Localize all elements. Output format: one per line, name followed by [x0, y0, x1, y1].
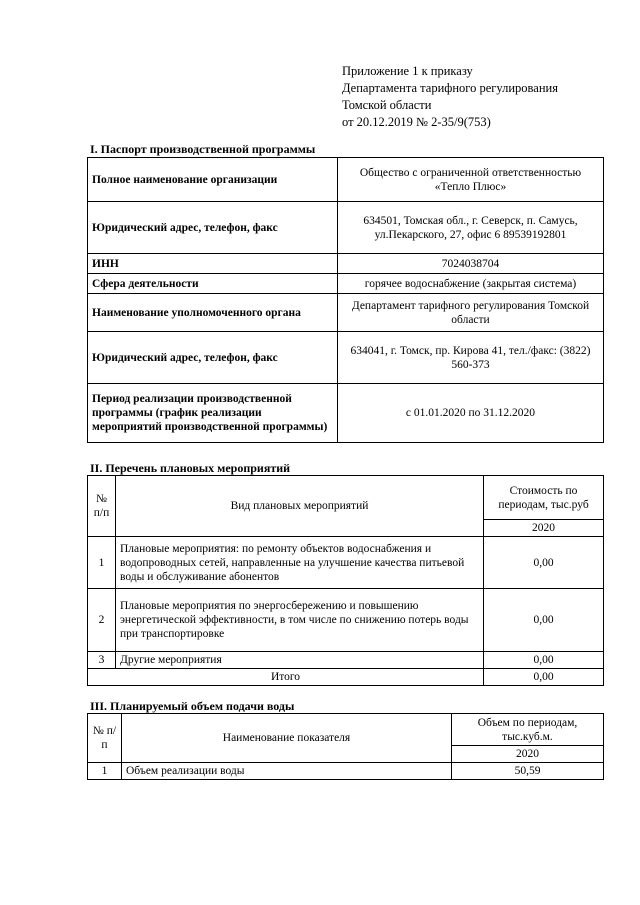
table-row [88, 537, 604, 589]
row-label: ИНН [88, 254, 338, 274]
row-label: Наименование уполномоченного органа [88, 294, 338, 332]
col-header-num: № п/п [88, 714, 122, 763]
row-value: 0,00 [484, 652, 604, 669]
col-header-year: 2020 [484, 520, 604, 537]
appendix-line: Томской области [342, 98, 432, 112]
appendix-line: Департамента тарифного регулирования [342, 81, 558, 95]
row-label: Юридический адрес, телефон, факс [88, 202, 338, 254]
section2-title: II. Перечень плановых мероприятий [90, 461, 291, 475]
row-name: Объем реализации воды [122, 763, 452, 780]
table-header-row [88, 714, 604, 746]
col-header-num: № п/п [88, 476, 116, 537]
water-volume-table [87, 713, 604, 780]
table-row [88, 589, 604, 652]
row-num: 1 [88, 537, 116, 589]
table-row [88, 652, 604, 669]
row-label: Юридический адрес, телефон, факс [88, 332, 338, 384]
row-value: горячее водоснабжение (закрытая система) [338, 274, 604, 294]
table-row [88, 158, 604, 202]
row-num: 3 [88, 652, 116, 669]
row-value: 0,00 [484, 589, 604, 652]
col-header-cost: Стоимость по периодам, тыс.руб [484, 476, 604, 520]
col-header-name: Вид плановых мероприятий [116, 476, 484, 537]
col-header-name: Наименование показателя [122, 714, 452, 763]
row-value: 634501, Томская обл., г. Северск, п. Самусь, ул.Пекарского, 27, офис 6 89539192801 [338, 202, 604, 254]
row-label: Полное наименование организации [88, 158, 338, 202]
table-row [88, 202, 604, 254]
row-name: Плановые мероприятия: по ремонту объектов водоснабжения и водопроводных сетей, направленные на улучшение качества питьевой воды и обслуживание абонентов [116, 537, 484, 589]
appendix-header [342, 63, 558, 131]
row-name: Другие мероприятия [116, 652, 484, 669]
total-label: Итого [88, 669, 484, 686]
section1-title: I. Паспорт производственной программы [90, 142, 316, 156]
total-row [88, 669, 604, 686]
section3-title: III. Планируемый объем подачи воды [90, 699, 295, 713]
row-label: Сфера деятельности [88, 274, 338, 294]
row-value: 0,00 [484, 537, 604, 589]
row-num: 2 [88, 589, 116, 652]
table-row [88, 384, 604, 443]
table-row [88, 274, 604, 294]
row-value: с 01.01.2020 по 31.12.2020 [338, 384, 604, 443]
table-row [88, 332, 604, 384]
table-row [88, 763, 604, 780]
row-num: 1 [88, 763, 122, 780]
col-header-volume: Объем по периодам, тыс.куб.м. [452, 714, 604, 746]
table-header-row [88, 476, 604, 520]
appendix-line: от 20.12.2019 № 2-35/9(753) [342, 115, 491, 129]
total-value: 0,00 [484, 669, 604, 686]
table-row [88, 254, 604, 274]
passport-table [87, 157, 604, 443]
row-value: 50,59 [452, 763, 604, 780]
appendix-line: Приложение 1 к приказу [342, 64, 473, 78]
row-value: Департамент тарифного регулирования Томской области [338, 294, 604, 332]
activities-table [87, 475, 604, 686]
row-name: Плановые мероприятия по энергосбережению и повышению энергетической эффективности, в том числе по снижению потерь воды при транспортировке [116, 589, 484, 652]
col-header-year: 2020 [452, 746, 604, 763]
table-row [88, 294, 604, 332]
row-value: 634041, г. Томск, пр. Кирова 41, тел./факс: (3822) 560-373 [338, 332, 604, 384]
row-value: Общество с ограниченной ответственностью «Тепло Плюс» [338, 158, 604, 202]
row-label: Период реализации производственной программы (график реализации мероприятий производственной программы) [88, 384, 338, 443]
row-value: 7024038704 [338, 254, 604, 274]
